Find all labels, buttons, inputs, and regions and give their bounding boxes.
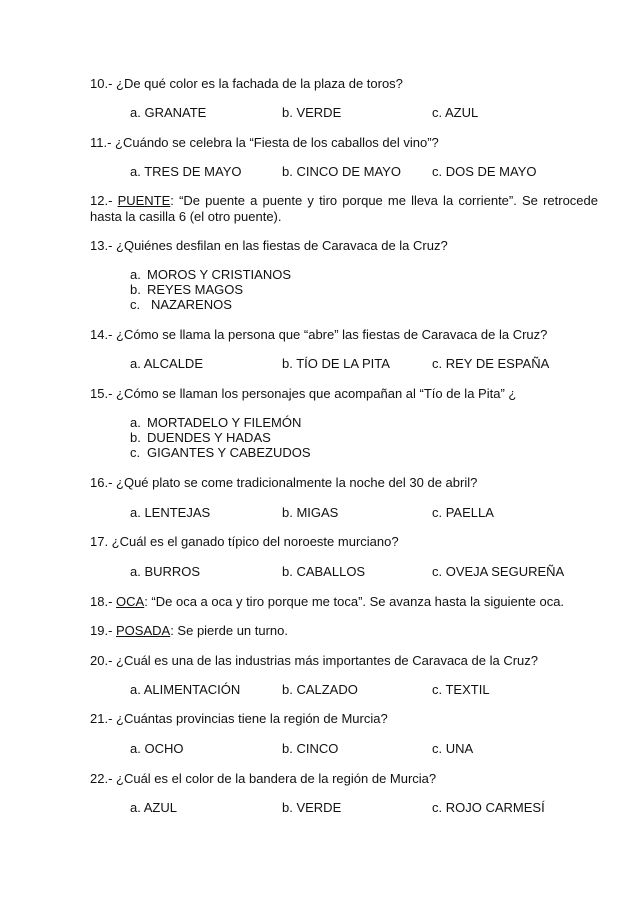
option-letter: a.	[130, 267, 141, 282]
q17-option-b: b. CABALLOS	[282, 564, 366, 579]
q21-option-a: a. OCHO	[130, 741, 184, 756]
question-12	[90, 193, 598, 225]
question-18	[90, 594, 564, 609]
q13-option-c	[130, 297, 232, 312]
q14-option-a: a. ALCALDE	[130, 356, 203, 371]
q16-option-a: a. LENTEJAS	[130, 505, 211, 520]
q10-option-a: a. GRANATE	[130, 105, 207, 120]
option-label: REYES MAGOS	[147, 282, 244, 297]
q20-option-b: b. CALZADO	[282, 682, 358, 697]
q12-keyword: PUENTE	[117, 193, 171, 208]
option-label: MOROS Y CRISTIANOS	[147, 267, 291, 282]
question-14: 14.- ¿Cómo se llama la persona que “abre” las fiestas de Caravaca de la Cruz?	[90, 327, 548, 342]
question-20: 20.- ¿Cuál es una de las industrias más importantes de Caravaca de la Cruz?	[90, 653, 538, 668]
q10-option-c: c. AZUL	[432, 105, 479, 120]
option-label: MORTADELO Y FILEMÓN	[147, 415, 302, 430]
q18-prefix: 18.-	[90, 594, 117, 609]
option-letter: a.	[130, 415, 141, 430]
option-letter: b.	[130, 430, 141, 445]
q19-rest: : Se pierde un turno.	[170, 623, 289, 638]
q11-option-b: b. CINCO DE MAYO	[282, 164, 401, 179]
q22-option-a: a. AZUL	[130, 800, 177, 815]
question-16: 16.- ¿Qué plato se come tradicionalmente la noche del 30 de abril?	[90, 475, 478, 490]
q10-option-b: b. VERDE	[282, 105, 342, 120]
q11-option-c: c. DOS DE MAYO	[432, 164, 537, 179]
question-11: 11.- ¿Cuándo se celebra la “Fiesta de los caballos del vino”?	[90, 135, 439, 150]
q22-option-b: b. VERDE	[282, 800, 342, 815]
option-letter: c.	[130, 445, 141, 460]
q14-option-c: c. REY DE ESPAÑA	[432, 356, 550, 371]
q15-option-a	[130, 415, 301, 430]
q18-keyword: OCA	[116, 594, 145, 609]
q12-prefix: 12.-	[90, 193, 118, 208]
q16-option-c: c. PAELLA	[432, 505, 494, 520]
q13-option-a	[130, 267, 291, 282]
q14-option-b: b. TÍO DE LA PITA	[282, 356, 390, 371]
q12-rest: : “De puente a puente y tiro porque me lleva la corriente”. Se retrocede hasta la casilla 6 (el otro puente).	[90, 193, 598, 224]
q19-prefix: 19.-	[90, 623, 117, 638]
q13-option-b	[130, 282, 243, 297]
q19-keyword: POSADA	[116, 623, 171, 638]
q21-option-b: b. CINCO	[282, 741, 339, 756]
q20-option-a: a. ALIMENTACIÓN	[130, 682, 241, 697]
q18-rest: : “De oca a oca y tiro porque me toca”. Se avanza hasta la siguiente oca.	[144, 594, 565, 609]
q21-option-c: c. UNA	[432, 741, 474, 756]
option-label: NAZARENOS	[151, 297, 232, 312]
q15-option-c	[130, 445, 311, 460]
question-17: 17. ¿Cuál es el ganado típico del noroeste murciano?	[90, 534, 399, 549]
question-10: 10.- ¿De qué color es la fachada de la plaza de toros?	[90, 76, 403, 91]
option-letter: b.	[130, 282, 141, 297]
option-letter: c.	[130, 297, 141, 312]
option-label: DUENDES Y HADAS	[147, 430, 271, 445]
question-15: 15.- ¿Cómo se llaman los personajes que acompañan al “Tío de la Pita” ¿	[90, 386, 517, 401]
q20-option-c: c. TEXTIL	[432, 682, 490, 697]
question-21: 21.- ¿Cuántas provincias tiene la región de Murcia?	[90, 711, 388, 726]
question-19	[90, 623, 288, 638]
q17-option-c: c. OVEJA SEGUREÑA	[432, 564, 565, 579]
option-label: GIGANTES Y CABEZUDOS	[147, 445, 311, 460]
q15-option-b	[130, 430, 271, 445]
q17-option-a: a. BURROS	[130, 564, 201, 579]
q22-option-c: c. ROJO CARMESÍ	[432, 800, 545, 815]
q16-option-b: b. MIGAS	[282, 505, 339, 520]
q11-option-a: a. TRES DE MAYO	[130, 164, 242, 179]
question-13: 13.- ¿Quiénes desfilan en las fiestas de Caravaca de la Cruz?	[90, 238, 448, 253]
question-22: 22.- ¿Cuál es el color de la bandera de la región de Murcia?	[90, 771, 437, 786]
